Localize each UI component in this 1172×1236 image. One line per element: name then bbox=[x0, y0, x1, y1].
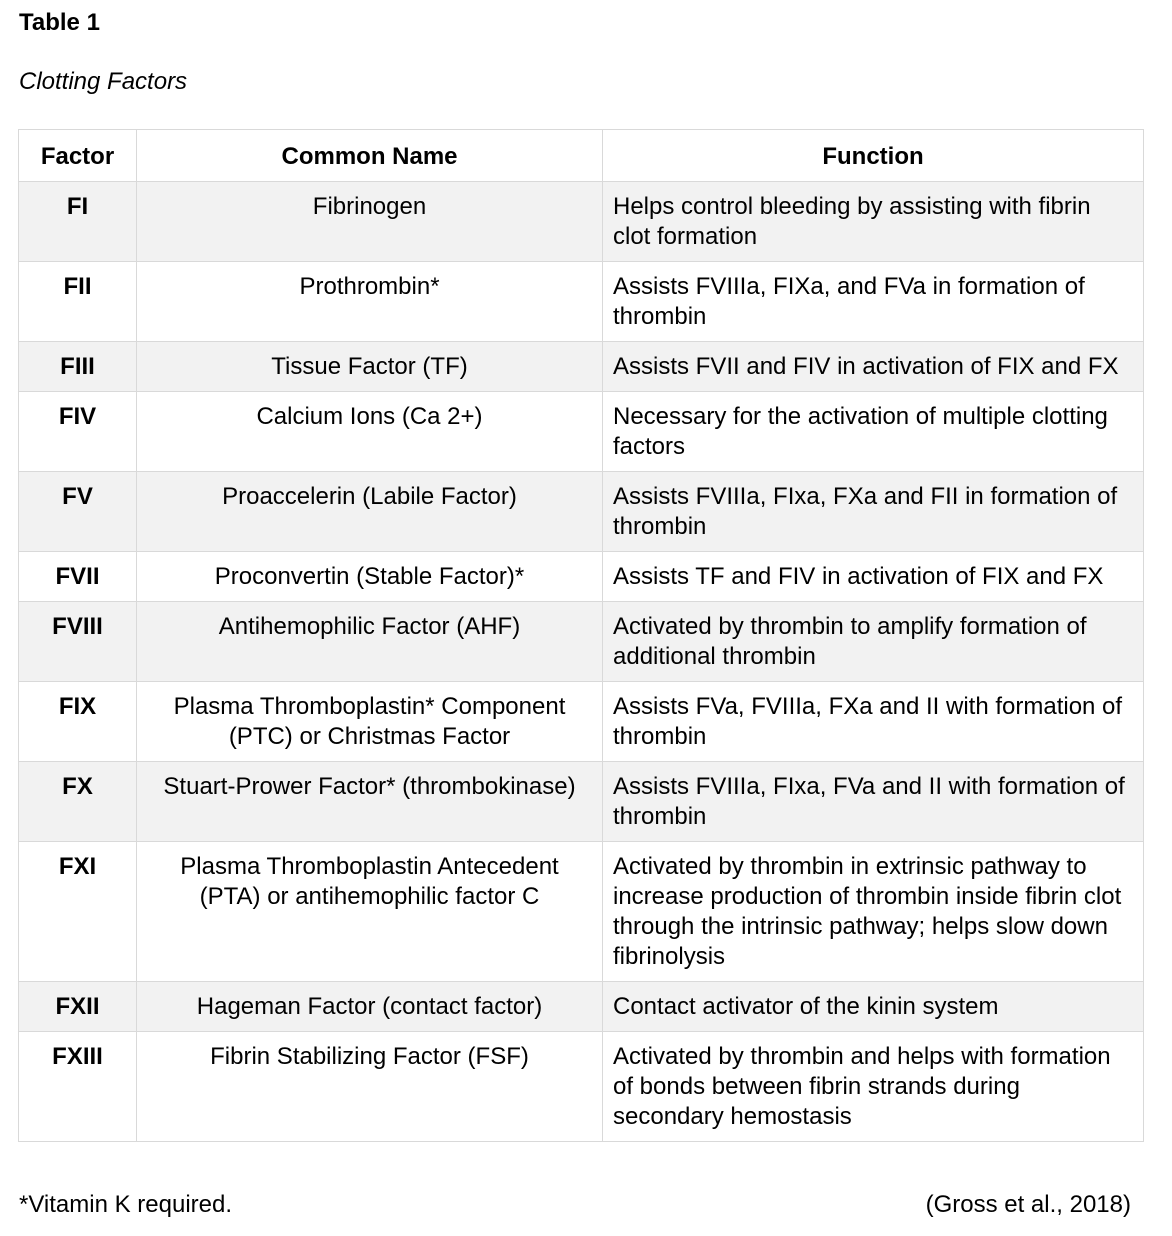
function-cell: Assists FVII and FIV in activation of FIX and FX bbox=[603, 342, 1144, 392]
table-row bbox=[19, 392, 1144, 472]
table-row bbox=[19, 982, 1144, 1032]
table-row bbox=[19, 842, 1144, 982]
factor-cell: FIV bbox=[19, 392, 137, 472]
header-row bbox=[19, 130, 1144, 182]
citation: (Gross et al., 2018) bbox=[925, 1191, 1131, 1218]
function-cell: Assists FVa, FVIIIa, FXa and II with formation of thrombin bbox=[603, 682, 1144, 762]
table-row bbox=[19, 1032, 1144, 1142]
common-name-cell: Antihemophilic Factor (AHF) bbox=[137, 602, 603, 682]
function-cell: Assists FVIIIa, FIxa, FVa and II with formation of thrombin bbox=[603, 762, 1144, 842]
common-name-cell: Fibrin Stabilizing Factor (FSF) bbox=[137, 1032, 603, 1142]
common-name-cell: Tissue Factor (TF) bbox=[137, 342, 603, 392]
footnote: *Vitamin K required. bbox=[19, 1191, 232, 1218]
table-row bbox=[19, 762, 1144, 842]
table-row bbox=[19, 602, 1144, 682]
function-cell: Activated by thrombin and helps with formation of bonds between fibrin strands during secondary hemostasis bbox=[603, 1032, 1144, 1142]
common-name-cell: Stuart-Prower Factor* (thrombokinase) bbox=[137, 762, 603, 842]
factor-cell: FII bbox=[19, 262, 137, 342]
factor-cell: FIII bbox=[19, 342, 137, 392]
factor-cell: FX bbox=[19, 762, 137, 842]
clotting-factors-table bbox=[18, 129, 1144, 1142]
factor-cell: FI bbox=[19, 182, 137, 262]
function-cell: Assists FVIIIa, FIxa, FXa and FII in formation of thrombin bbox=[603, 472, 1144, 552]
common-name-cell: Plasma Thromboplastin* Component (PTC) or Christmas Factor bbox=[137, 682, 603, 762]
function-cell: Assists TF and FIV in activation of FIX and FX bbox=[603, 552, 1144, 602]
table-caption: Clotting Factors bbox=[19, 68, 188, 95]
factor-cell: FXI bbox=[19, 842, 137, 982]
function-cell: Activated by thrombin to amplify formation of additional thrombin bbox=[603, 602, 1144, 682]
factor-cell: FXII bbox=[19, 982, 137, 1032]
factor-cell: FVIII bbox=[19, 602, 137, 682]
common-name-cell: Calcium Ions (Ca 2+) bbox=[137, 392, 603, 472]
header-common-name: Common Name bbox=[137, 130, 603, 182]
function-cell: Contact activator of the kinin system bbox=[603, 982, 1144, 1032]
common-name-cell: Plasma Thromboplastin Antecedent (PTA) or antihemophilic factor C bbox=[137, 842, 603, 982]
common-name-cell: Proaccelerin (Labile Factor) bbox=[137, 472, 603, 552]
factor-cell: FXIII bbox=[19, 1032, 137, 1142]
factor-cell: FV bbox=[19, 472, 137, 552]
table-row bbox=[19, 262, 1144, 342]
table-row bbox=[19, 182, 1144, 262]
function-cell: Helps control bleeding by assisting with fibrin clot formation bbox=[603, 182, 1144, 262]
table-row bbox=[19, 552, 1144, 602]
function-cell: Assists FVIIIa, FIXa, and FVa in formation of thrombin bbox=[603, 262, 1144, 342]
header-factor: Factor bbox=[19, 130, 137, 182]
function-cell: Necessary for the activation of multiple clotting factors bbox=[603, 392, 1144, 472]
common-name-cell: Proconvertin (Stable Factor)* bbox=[137, 552, 603, 602]
common-name-cell: Fibrinogen bbox=[137, 182, 603, 262]
header-function: Function bbox=[603, 130, 1144, 182]
table-row bbox=[19, 342, 1144, 392]
factor-cell: FIX bbox=[19, 682, 137, 762]
table-row bbox=[19, 472, 1144, 552]
common-name-cell: Hageman Factor (contact factor) bbox=[137, 982, 603, 1032]
table-label: Table 1 bbox=[19, 9, 100, 36]
table-row bbox=[19, 682, 1144, 762]
common-name-cell: Prothrombin* bbox=[137, 262, 603, 342]
factor-cell: FVII bbox=[19, 552, 137, 602]
function-cell: Activated by thrombin in extrinsic pathway to increase production of thrombin inside fibrin clot through the intrinsic pathway; helps slow down fibrinolysis bbox=[603, 842, 1144, 982]
